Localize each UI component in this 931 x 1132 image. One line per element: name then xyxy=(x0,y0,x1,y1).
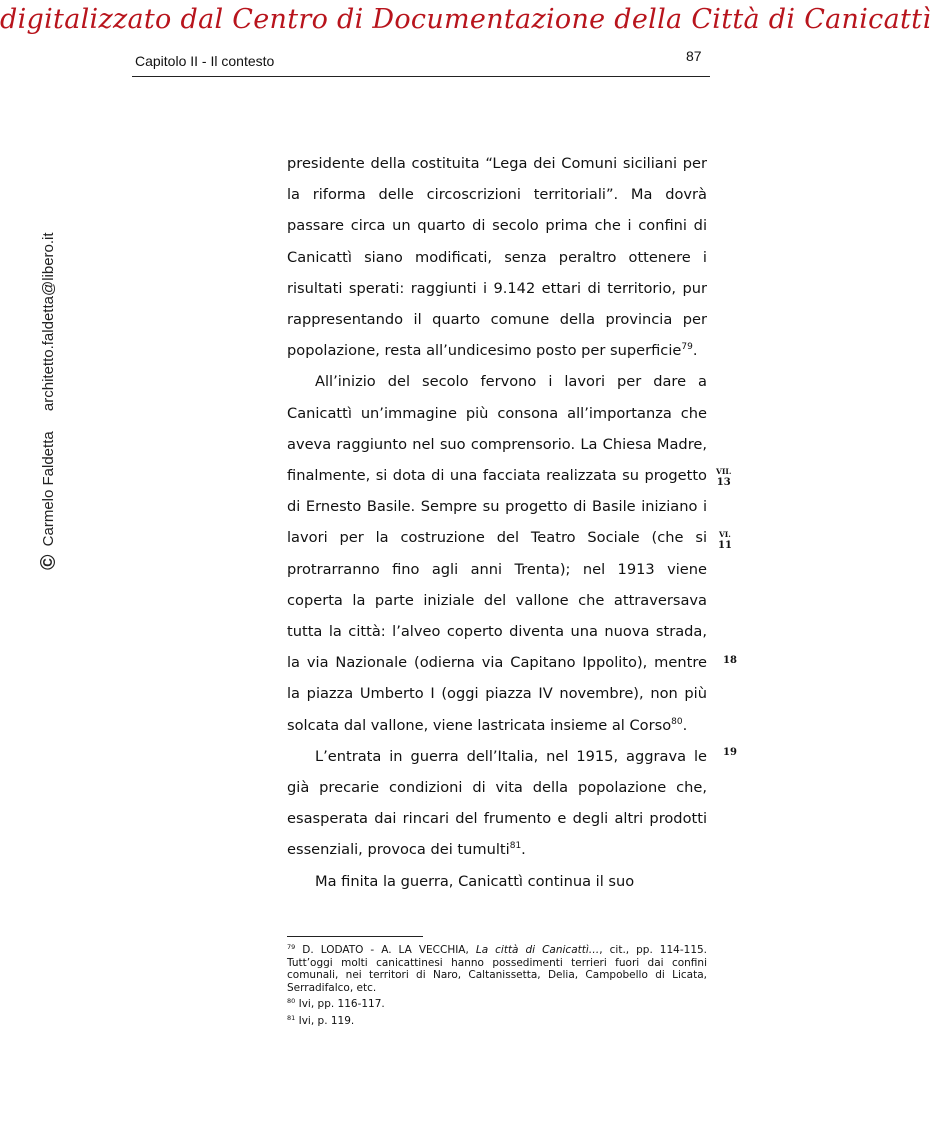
paragraph-1: presidente della costituita “Lega dei Comuni siciliani per la riforma delle circoscrizioni territoriali”. Ma dovrà passare circa un quarto di secolo prima che i confini di Canicattì siano modificati, senza peraltro ottenere i risultati sperati: raggiunti i 9.142 ettari di territorio, pur rappresentando il quarto comune della provincia per popolazione, resta all’undicesimo posto per superficie$^{79}$. xyxy=(287,155,707,360)
body-text xyxy=(287,148,707,897)
footnote-80: $^{80}$ Ivi, pp. 116-117. xyxy=(287,997,385,1010)
author-name: Carmelo Faldetta xyxy=(40,431,57,547)
margin-note-18: 18 xyxy=(723,655,737,666)
footnotes xyxy=(287,944,707,1031)
footnote-81: $^{81}$ Ivi, p. 119. xyxy=(287,1013,355,1027)
footnote-ref-79[interactable]: 79 xyxy=(681,342,693,353)
paragraph-2: All’inizio del secolo fervono i lavori per dare a Canicattì un’immagine più consona all’importanza che aveva raggiunto nel suo comprensorio. La Chiesa Madre, finalmente, si dota di una facciata realizzata su progetto di Ernesto Basile. Sempre su progetto di Basile iniziano i lavori per la costruzione del Teatro Sociale (che si protrarranno fino agli anni Trenta); nel 1913 viene coperta la parte iniziale del vallone che attraversava tutta la città: l’alveo coperto diventa una nuova strada, la via Nazionale (odierna via Capitano Ippolito), mentre la piazza Umberto I (oggi piazza IV novembre), non più solcata dal vallone, viene lastricata insieme al Corso$^{80}$. xyxy=(287,373,707,734)
margin-note-plate-vii-13: VII. 13 xyxy=(716,467,732,488)
header-rule xyxy=(132,76,710,77)
footnote-rule xyxy=(287,936,423,937)
footnote-ref-80[interactable]: 80 xyxy=(671,716,683,727)
copyright-icon: © xyxy=(37,554,60,570)
author-email: architetto.faldetta@libero.it xyxy=(40,232,57,412)
digitization-banner: digitalizzato dal Centro di Documentazione della Città di Canicattì xyxy=(0,4,931,35)
side-credit xyxy=(37,232,61,570)
paragraph-4: Ma finita la guerra, Canicattì continua il suo xyxy=(315,872,635,890)
footnote-79: $^{79}$ D. LODATO - A. LA VECCHIA, La città di Canicattì…, cit., pp. 114-115. Tutt’oggi molti canicattinesi hanno possedimenti terrieri fuori dai confini comunali, nei territori di Naro, Caltanissetta, Delia, Campobello di Licata, Serradifalco, etc. xyxy=(287,943,708,994)
margin-note-plate-vi-11: VI. 11 xyxy=(718,530,732,551)
chapter-title: Capitolo II - Il contesto xyxy=(135,53,275,69)
footnote-ref-81[interactable]: 81 xyxy=(509,841,522,852)
margin-note-19: 19 xyxy=(723,747,737,758)
page-number: 87 xyxy=(686,48,702,64)
paragraph-3: L’entrata in guerra dell’Italia, nel 1915, aggrava le già precarie condizioni di vita della popolazione che, esasperata dai rincari del frumento e degli altri prodotti essenziali, provoca dei tumulti$^{81}$. xyxy=(287,747,707,859)
